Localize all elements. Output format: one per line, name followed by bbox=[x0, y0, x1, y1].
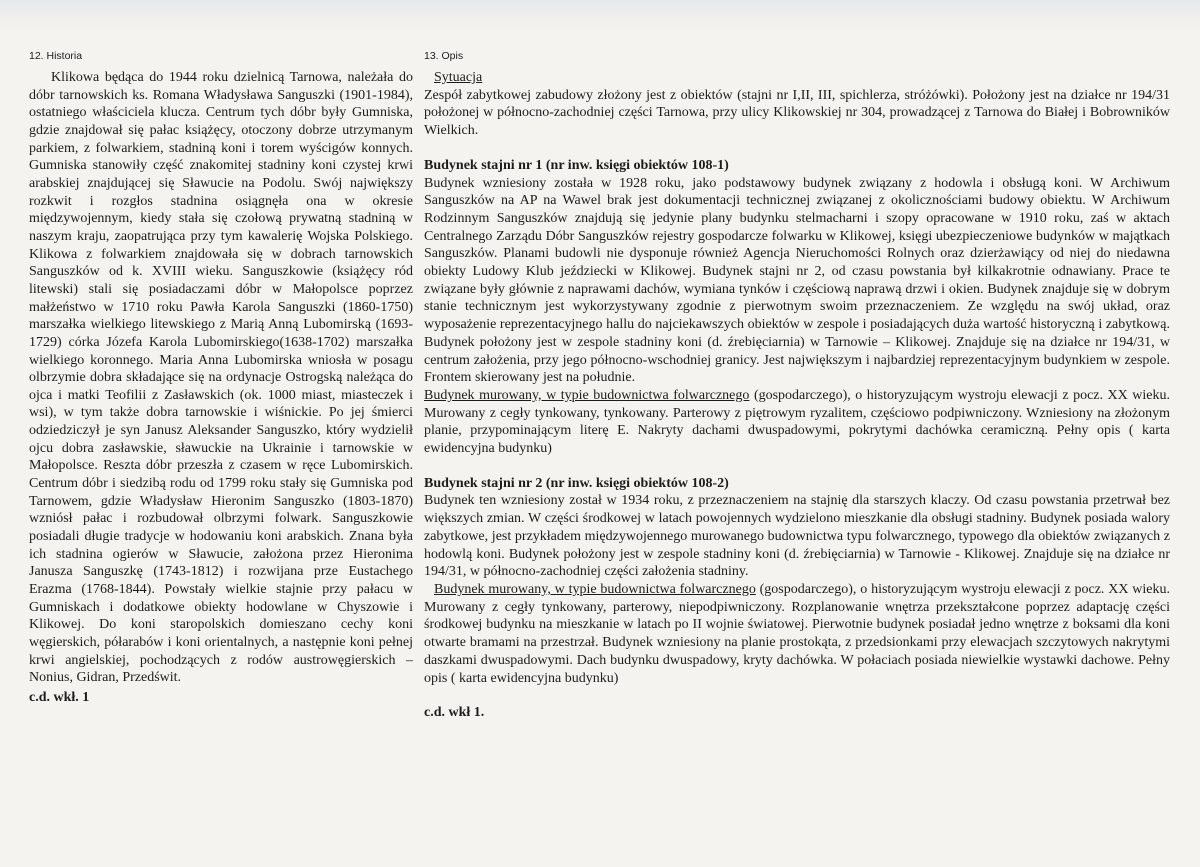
building-2-type: Budynek murowany, w typie budownictwa folwarcznego bbox=[434, 581, 756, 597]
building-1-type: Budynek murowany, w typie budownictwa folwarcznego bbox=[424, 387, 750, 403]
sytuacja-label: Sytuacja bbox=[434, 70, 483, 85]
historia-column bbox=[29, 50, 413, 707]
opis-body bbox=[424, 69, 1170, 722]
historia-body bbox=[29, 69, 413, 687]
sytuacja-text: Zespół zabytkowej zabudowy złożony jest z obiektów (stajni nr I,II, III, spichlerza, stróżówki). Położony jest na działce nr 194/31 położonej w północno-zachodniej części Tarnowa, przy ulicy Klikowskiej nr 304, prowadzącej z Tarnowa do Białej i Bobrowników Wielkich. bbox=[424, 87, 1170, 139]
opis-continued: c.d. wkł 1. bbox=[424, 705, 485, 721]
building-2-text: Budynek ten wzniesiony został w 1934 roku, z przeznaczeniem na stajnię dla starszych klaczy. Od czasu powstania przetrwał bez większych zmian. W części środkowej w latach powojennych wydzielono mieszkanie dla obsługi stadniny. Budynek posiada walory zabytkowe, jest przykładem międzywojennego murowanego budownictwa typu folwarcznego, typowego dla obiektów związanych z hodowlą koni. Budynek położony jest w zespole stadniny koni (d. źrebięciarnia) w Tarnowie - Klikowej. Znajduje się na działce nr 194/31, w północno-zachodniej części założenia stadniny. bbox=[424, 493, 1170, 580]
building-2-details: (gospodarczego), o historyzującym wystroju elewacji z pocz. XX wieku. Murowany z cegły tynkowany, parterowy, niepodpiwniczony. Rozplanowanie wnętrza przekształcone poprzez adaptację części środkowej budynku na mieszkanie w latach po II wojnie światowej. Pierwotnie budynek posiadał jedno wnętrze z boksami dla koni otwarte bramami na przestrzał. Budynek wzniesiony na planie prostokąta, z przedsionkami przy elewacjach szczytowych nakrytymi daszkami dwuspadowymi. Dach budynku dwuspadowy, kryty dachówka. W połaciach posiada niewielkie wystawki dachowe. Pełny opis ( karta ewidencyjna budynku) bbox=[424, 581, 1171, 686]
building-1-description bbox=[424, 387, 1170, 458]
scan-top-band bbox=[0, 0, 1200, 30]
building-1-details: (gospodarczego), o historyzującym wystroju elewacji z pocz. XX wieku. Murowany z cegły tynkowany, tynkowany. Parterowy z piętrowym ryzalitem, częściowo podpiwniczony. Wzniesiony na złożonym planie, przypominającym literę E. Nakryty dachami dwuspadowymi, pokrytymi dachówka ceramiczną. Pełny opis ( karta ewidencyjna budynku) bbox=[424, 387, 1171, 457]
building-1-text: Budynek wzniesiony została w 1928 roku, jako podstawowy budynek związany z hodowla i obsługą koni. W Archiwum Sanguszków na AP na Wawel brak jest dokumentacji technicznej związanej z okolicznościami budowy obiektu. W Archiwum Rodzinnym Sanguszków znajdują się jedynie plany budynku stelmacharni i szopy opracowane w 1910 roku, zaś w aktach Centralnego Zarządu Dóbr Sanguszków rejestry gospodarcze folwarku w Klikowej, księgi ubezpieczeniowe budynków w majątkach Sanguszków. Planami budowli nie dysponuje również Agencja Nieruchomości Rolnych oraz dzierżawiący od niej do niedawna obiekty Ludowy Klub jeździecki w Klikowej. Budynek stajni nr 2, od czasu powstania był kilkakrotnie odnawiany. Prace te związane były głównie z naprawami dachów, wymiana tynków i częściową naprawą drzwi i okien. Budynek znajduje się w dobrym stanie technicznym jest wykorzystywany zgodnie z pierwotnym swoim przeznaczeniem. Ze względu na swój układ, oraz wyposażenie reprezentacyjnego hallu do najciekawszych obiektów w zespole i posiadających duża wartość historyczną i zabytkową. Budynek położony jest w zespole stadniny koni (d. źrebięciarnia) w Tarnowie – Klikowej. Znajduje się na działce nr 194/31, w centrum założenia, przy jego północno-wschodniej granicy. Jest największym i najbardziej reprezentacyjnym budynkiem w zespole. Frontem skierowany jest na południe. bbox=[424, 175, 1170, 386]
historia-heading: 12. Historia bbox=[29, 50, 83, 62]
sytuacja-paragraph bbox=[424, 69, 1170, 87]
historia-text: Klikowa będąca do 1944 roku dzielnicą Tarnowa, należała do dóbr tarnowskich ks. Romana Władysława Sanguszki (1901-1984), ostatniego właściciela klucza. Centrum tych dóbr były Gumniska, gdzie znajdował się pałac książęcy, otoczony dobrze utrzymanym parkiem, z folwarkiem, stadniną koni i torem wyścigów konnych. Gumniska stanowiły część znakomitej stadniny koni czystej krwi arabskiej znajdującej się Sławucie na Podolu. Swój największy rozkwit i rozgłos stadnina osiągnęła ona w okresie międzywojennym, kiedy stała się czołową prywatną stadniną w naszym kraju, zaopatrująca przy tym kawalerię Wojska Polskiego. Klikowa z folwarkiem znajdowała się w dobrach tarnowskich Sanguszków od k. XVIII wieku. Sanguszkowie (książęcy ród litewski) stali się posiadaczami dóbr w Małopolsce poprzez małżeństwo w 1710 roku Pawła Karola Sanguszki (1860-1750) marszałka wielkiego litewskiego z Marią Anną Lubomirską (1693-1729) córka Józefa Karola Lubomirskiego(1638-1702) marszałka wielkiego koronnego. Maria Anna Lubomirska wniosła w posagu olbrzymie dobra składające się na ordynacje Ostrogską należąca do ojca i matki Teofilii z Zasławskich (ok. 1000 miast, miasteczek i wsi), w tym także dobra tarnowskie i wiśnickie. Po jej śmierci odziedziczył je syn Janusz Aleksander Sanguszko, który wydzielił ojcu dobra zasławskie, sławuckie na Ukrainie i tarnowskie w Małopolsce. Reszta dóbr przeszła z czasem w ręce Lubomirskich. Centrum dóbr i siedzibą rodu od 1799 roku stały się Gumniska pod Tarnowem, gdzie Władysław Hieronim Sanguszko (1803-1870) wzniósł pałac i rozbudował olbrzymi folwark. Sanguszkowie posiadali długie tradycje w hodowaniu koni arabskich. Znana była ich stadnina ogierów w Sławucie, założona przez Hieronima Janusza Sanguszkę (1743-1812) i rozwijana prze Eustachego Erazma (1768-1844). Powstały wielkie stajnie przy pałacu w Gumniskach i dodatkowe obiekty hodowlane w Chyszowie i Klikowej. Do koni staropolskich domieszano cechy koni węgierskich, półarabów i koni orientalnych, a następnie koni pełnej krwi angielskiej, pochodzących z rodów austrowęgierskich – Nonius, Gidran, Przedświt. bbox=[29, 70, 413, 686]
opis-column bbox=[424, 50, 1170, 722]
building-2-title: Budynek stajni nr 2 (nr inw. księgi obiektów 108-2) bbox=[424, 475, 729, 491]
building-2-description bbox=[424, 581, 1170, 687]
building-1-title: Budynek stajni nr 1 (nr inw. księgi obiektów 108-1) bbox=[424, 157, 729, 173]
opis-heading: 13. Opis bbox=[424, 50, 464, 62]
historia-continued: c.d. wkł. 1 bbox=[29, 689, 90, 705]
